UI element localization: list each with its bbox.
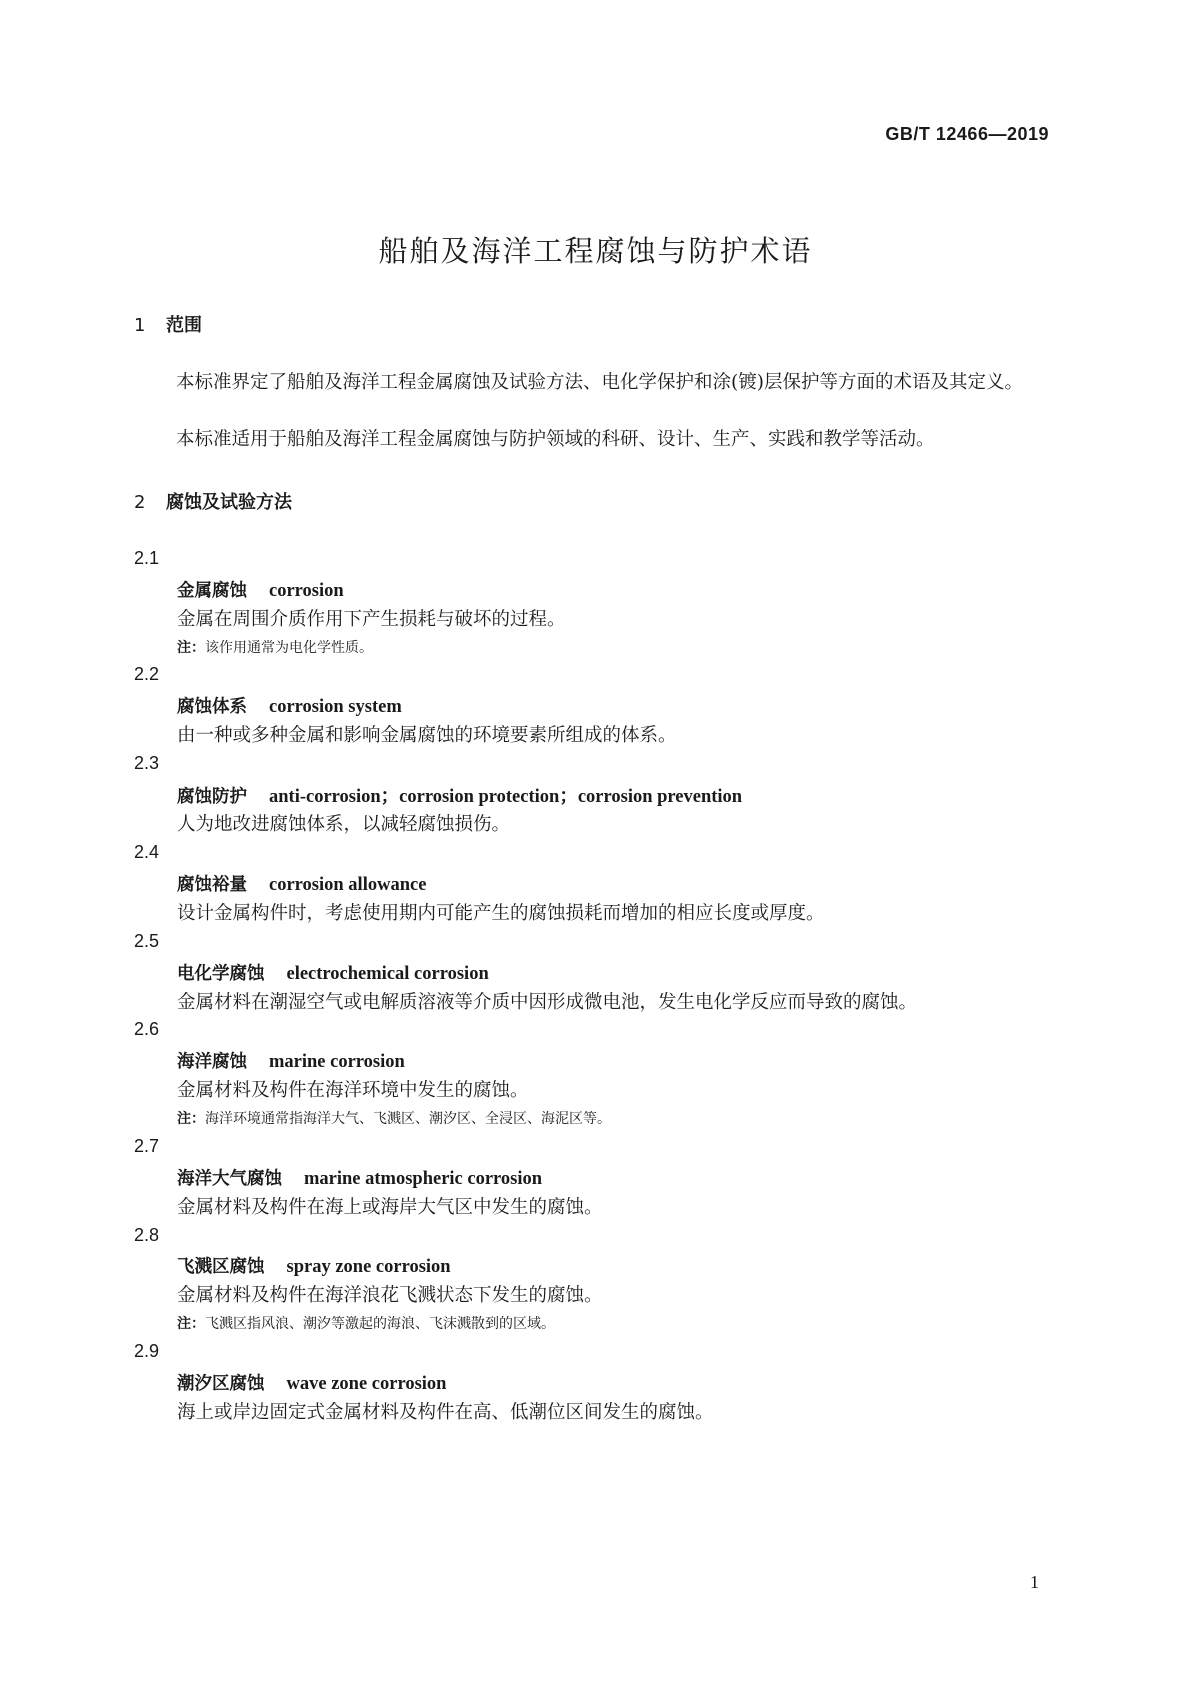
term-zh: 腐蚀裕量 <box>177 875 247 895</box>
note <box>177 637 373 657</box>
term-en: corrosion <box>269 581 344 601</box>
term-zh: 金属腐蚀 <box>177 581 247 601</box>
definition: 由一种或多种金属和影响金属腐蚀的环境要素所组成的体系。 <box>177 725 677 746</box>
entry-number: 2.7 <box>134 1136 160 1156</box>
section-number: 1 <box>134 315 146 336</box>
section-number: 2 <box>134 492 146 513</box>
section-title: 范围 <box>166 315 202 336</box>
section-title: 腐蚀及试验方法 <box>166 492 292 513</box>
note-text: 飞溅区指风浪、潮汐等激起的海浪、飞沫溅散到的区域。 <box>205 1316 555 1332</box>
note <box>177 1313 555 1333</box>
entry-number: 2.4 <box>134 842 160 862</box>
term <box>177 1048 405 1073</box>
term-zh: 飞溅区腐蚀 <box>177 1257 265 1277</box>
note-text: 海洋环境通常指海洋大气、飞溅区、潮汐区、全浸区、海泥区等。 <box>205 1111 611 1127</box>
term-en: corrosion allowance <box>269 875 427 895</box>
definition: 海上或岸边固定式金属材料及构件在高、低潮位区间发生的腐蚀。 <box>177 1402 714 1423</box>
note-label: 注： <box>177 640 205 656</box>
page-number: 1 <box>1030 1572 1039 1592</box>
term-en: wave zone corrosion <box>286 1374 447 1394</box>
definition: 设计金属构件时，考虑使用期内可能产生的腐蚀损耗而增加的相应长度或厚度。 <box>177 903 825 924</box>
entry-number: 2.5 <box>134 931 160 951</box>
term-zh: 海洋大气腐蚀 <box>177 1169 282 1189</box>
paragraph: 本标准适用于船舶及海洋工程金属腐蚀与防护领域的科研、设计、生产、实践和教学等活动。 <box>176 429 935 450</box>
term <box>177 577 344 602</box>
definition: 金属在周围介质作用下产生损耗与破坏的过程。 <box>177 609 566 630</box>
term <box>177 871 426 896</box>
section-heading-corrosion <box>134 488 292 514</box>
definition: 金属材料在潮湿空气或电解质溶液等介质中因形成微电池，发生电化学反应而导致的腐蚀。 <box>177 992 918 1013</box>
term-zh: 潮汐区腐蚀 <box>177 1374 265 1394</box>
term-en: anti-corrosion；corrosion protection；corrosion prevention <box>269 787 743 807</box>
term-en: spray zone corrosion <box>286 1257 451 1277</box>
term-en: marine atmospheric corrosion <box>304 1169 543 1189</box>
definition: 人为地改进腐蚀体系，以减轻腐蚀损伤。 <box>177 814 511 835</box>
entry-number: 2.9 <box>134 1341 160 1361</box>
term-en: corrosion system <box>269 697 402 717</box>
paragraph: 本标准界定了船舶及海洋工程金属腐蚀及试验方法、电化学保护和涂(镀)层保护等方面的术语及其定义。 <box>176 372 1023 393</box>
term-zh: 海洋腐蚀 <box>177 1052 247 1072</box>
entry-number: 2.8 <box>134 1225 160 1245</box>
note-text: 该作用通常为电化学性质。 <box>205 640 373 656</box>
term-zh: 电化学腐蚀 <box>177 964 265 984</box>
term-en: electrochemical corrosion <box>286 964 489 984</box>
definition: 金属材料及构件在海洋浪花飞溅状态下发生的腐蚀。 <box>177 1285 603 1306</box>
term-zh: 腐蚀体系 <box>177 697 247 717</box>
entry-number: 2.6 <box>134 1019 160 1039</box>
note-label: 注： <box>177 1111 205 1127</box>
note <box>177 1108 611 1128</box>
entry-number: 2.3 <box>134 753 160 773</box>
entry-number: 2.2 <box>134 664 160 684</box>
term <box>177 1370 446 1395</box>
term <box>177 693 402 718</box>
entry-number: 2.1 <box>134 548 160 568</box>
term-en: marine corrosion <box>269 1052 405 1072</box>
note-label: 注： <box>177 1316 205 1332</box>
term <box>177 960 489 985</box>
term <box>177 782 742 808</box>
standard-code: GB/T 12466—2019 <box>885 124 1049 144</box>
definition: 金属材料及构件在海洋环境中发生的腐蚀。 <box>177 1080 529 1101</box>
term <box>177 1165 542 1190</box>
term-zh: 腐蚀防护 <box>177 787 247 807</box>
section-heading-scope <box>134 311 202 337</box>
term <box>177 1253 451 1278</box>
definition: 金属材料及构件在海上或海岸大气区中发生的腐蚀。 <box>177 1197 603 1218</box>
page-title: 船舶及海洋工程腐蚀与防护术语 <box>378 234 813 268</box>
